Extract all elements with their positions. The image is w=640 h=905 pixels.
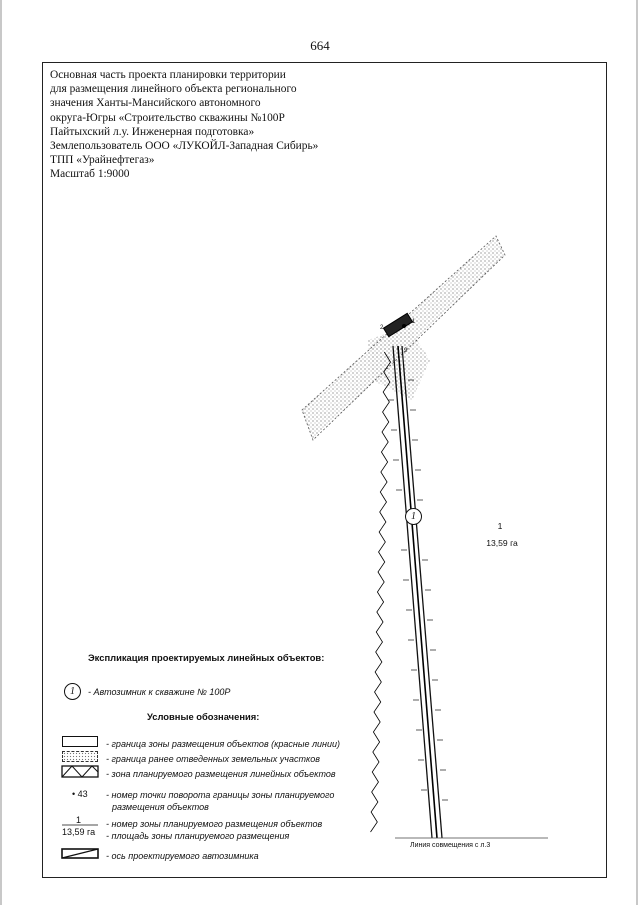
turning-point-label: 2	[380, 325, 384, 331]
fraction-top: 1	[76, 815, 82, 825]
page-number: 664	[310, 38, 330, 53]
point-label: размещения объектов	[112, 802, 209, 812]
fraction-label: - площадь зоны планируемого размещения	[106, 831, 290, 841]
road-axis	[398, 346, 437, 838]
zone-hatch-symbol	[62, 766, 98, 777]
match-line-caption: Линия совмещения с л.3	[410, 842, 491, 849]
title-line: ТПП «Урайнефтегаз»	[50, 154, 155, 167]
zone-boundary-line	[402, 346, 442, 838]
object-marker: 1	[64, 683, 81, 700]
well-point	[402, 324, 406, 328]
road-axis-symbol	[62, 849, 98, 858]
allotted-land-symbol	[62, 751, 98, 762]
explication-title: Экспликация проектируемых линейных объектов:	[88, 652, 325, 663]
legend-item: - граница ранее отведенных земельных участков	[106, 754, 320, 764]
turning-point-label: 9	[404, 348, 408, 354]
fraction-label: - номер зоны планируемого размещения объектов	[106, 819, 323, 829]
legend-item: - граница зоны размещения объектов (красные линии)	[106, 739, 341, 749]
title-line: Землепользователь ООО «ЛУКОЙЛ-Западная Сибирь»	[50, 140, 319, 153]
point-symbol: • 43	[72, 789, 88, 799]
zone-boundary-symbol	[62, 736, 98, 747]
zone-number-label: 1	[497, 521, 503, 531]
zone-area-label: 13,59 га	[486, 538, 518, 548]
title-line: округа-Югры «Строительство скважины №100Р	[50, 111, 285, 124]
scale-label: Масштаб 1:9000	[50, 168, 130, 181]
point-label: - номер точки поворота границы зоны планируемого	[106, 790, 335, 800]
title-line: значения Ханты-Мансийского автономного	[50, 97, 261, 110]
fraction-bottom: 13,59 га	[62, 827, 96, 837]
road-number-marker: 1	[405, 508, 422, 525]
turning-point-label: 1	[412, 319, 416, 325]
title-line: для размещения линейного объекта регионального	[50, 83, 297, 96]
title-line: Пайтыхский л.у. Инженерная подготовка»	[50, 125, 255, 138]
zone-boundary-line	[393, 346, 432, 838]
object-label: - Автозимник к скважине № 100Р	[88, 687, 231, 697]
title-line: Основная часть проекта планировки территории	[50, 69, 286, 81]
symbols-title: Условные обозначения:	[147, 711, 260, 722]
legend-item: - зона планируемого размещения линейных объектов	[106, 769, 336, 779]
axis-label: - ось проектируемого автозимника	[106, 851, 259, 861]
